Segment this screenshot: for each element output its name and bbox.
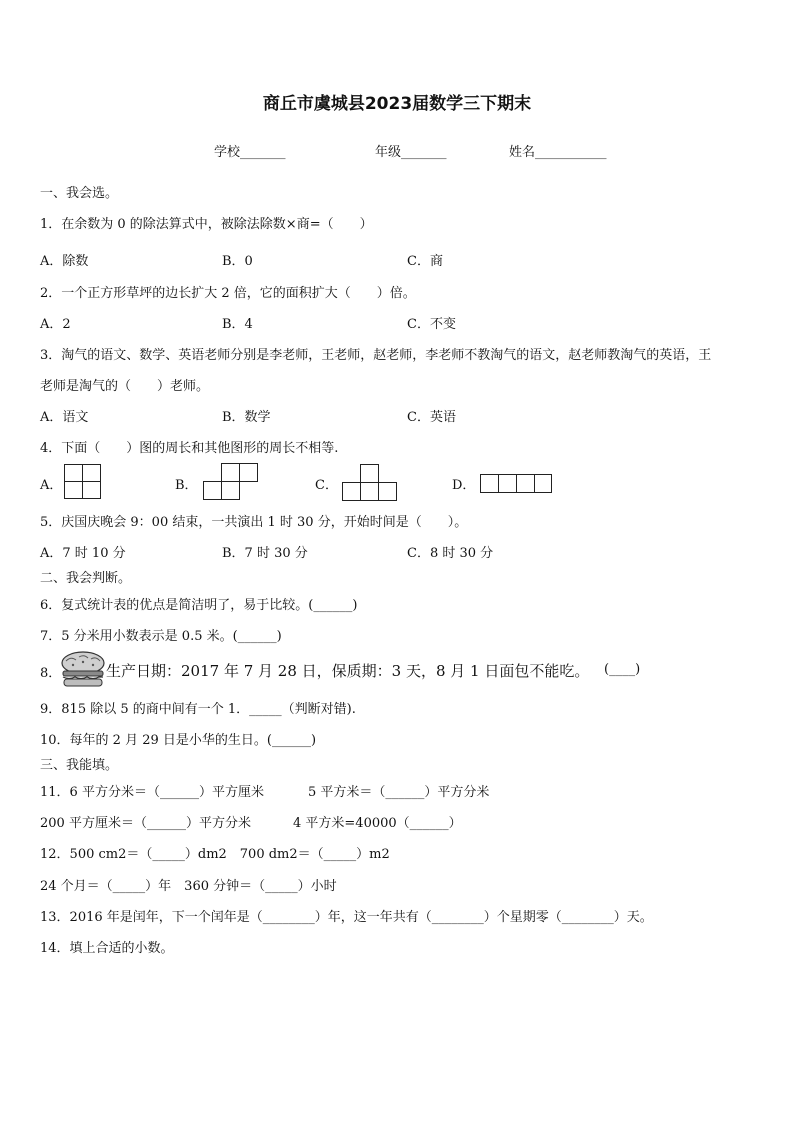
question-5-stem: 5．庆国庆晚会 9：00 结束，一共演出 1 时 30 分，开始时间是（ ）。 <box>40 515 468 530</box>
question-1-option-a[interactable]: A．除数 <box>40 254 89 269</box>
name-field[interactable]: 姓名___________ <box>509 145 607 160</box>
question-5-option-b[interactable]: B．7 时 30 分 <box>222 546 308 561</box>
grade-field[interactable]: 年级_______ <box>375 145 447 160</box>
question-10: 10．每年的 2 月 29 日是小华的生日。(______) <box>40 733 317 748</box>
question-14: 14．填上合适的小数。 <box>40 941 174 956</box>
question-3-option-a[interactable]: A．语文 <box>40 410 89 425</box>
question-1-option-b[interactable]: B．0 <box>222 254 253 269</box>
figure-d-row-shape <box>480 474 552 493</box>
question-7: 7．5 分米用小数表示是 0.5 米。(______) <box>40 629 282 644</box>
question-8-number: 8． <box>40 666 62 681</box>
question-4-option-b[interactable]: B． <box>175 478 198 493</box>
question-2-option-a[interactable]: A．2 <box>40 317 71 332</box>
school-field[interactable]: 学校_______ <box>214 145 286 160</box>
section-heading-fill: 三、我能填。 <box>40 758 119 773</box>
question-4-option-c[interactable]: C． <box>315 478 338 493</box>
question-11-line2-right: 4 平方米=40000（______） <box>293 816 462 831</box>
question-4-stem: 4．下面（ ）图的周长和其他图形的周长不相等. <box>40 441 339 456</box>
question-8-text: 生产日期：2017 年 7 月 28 日，保质期：3 天，8 月 1 日面包不能吃。 <box>106 662 590 680</box>
question-3-stem-line2: 老师是淘气的（ ）老师。 <box>40 379 210 394</box>
question-4-option-a[interactable]: A． <box>40 478 63 493</box>
question-3-stem-line1: 3．淘气的语文、数学、英语老师分别是李老师，王老师，赵老师，李老师不教淘气的语文，赵老师教淘气的英语，王 <box>40 348 712 363</box>
question-11-line2-left: 200 平方厘米＝（______）平方分米 <box>40 816 251 831</box>
question-5-option-a[interactable]: A．7 时 10 分 <box>40 546 126 561</box>
figure-b-stair-shape <box>203 463 258 501</box>
figure-c-t-shape <box>342 464 398 501</box>
question-9: 9．815 除以 5 的商中间有一个 1．_____（判断对错). <box>40 702 356 717</box>
question-4-option-d[interactable]: D． <box>452 478 476 493</box>
question-8-blank[interactable]: (____) <box>604 662 641 677</box>
question-2-option-c[interactable]: C．不变 <box>407 317 456 332</box>
question-11-line1-left: 11．6 平方分米＝（______）平方厘米 <box>40 785 264 800</box>
question-1-option-c[interactable]: C．商 <box>407 254 443 269</box>
figure-a-square-grid <box>64 464 102 500</box>
question-1-stem: 1．在余数为 0 的除法算式中，被除法除数×商=（ ） <box>40 217 373 232</box>
question-2-option-b[interactable]: B．4 <box>222 317 253 332</box>
section-heading-choose: 一、我会选。 <box>40 186 119 201</box>
question-12-line1: 12．500 cm2＝（_____）dm2 700 dm2＝（_____）m2 <box>40 847 390 862</box>
question-3-option-b[interactable]: B．数学 <box>222 410 271 425</box>
page-title: 商丘市虞城县2023届数学三下期末 <box>262 94 532 114</box>
question-2-stem: 2．一个正方形草坪的边长扩大 2 倍，它的面积扩大（ ）倍。 <box>40 286 416 301</box>
question-13: 13．2016 年是闰年，下一个闰年是（________）年，这一年共有（________）个星期零（________）天。 <box>40 910 653 925</box>
question-3-option-c[interactable]: C．英语 <box>407 410 456 425</box>
bread-icon <box>59 650 107 688</box>
question-5-option-c[interactable]: C．8 时 30 分 <box>407 546 494 561</box>
question-11-line1-right: 5 平方米＝（______）平方分米 <box>308 785 490 800</box>
section-heading-judge: 二、我会判断。 <box>40 571 132 586</box>
question-6: 6．复式统计表的优点是简洁明了，易于比较。(______) <box>40 598 358 613</box>
question-12-line2: 24 个月＝（_____）年 360 分钟＝（_____）小时 <box>40 879 337 894</box>
